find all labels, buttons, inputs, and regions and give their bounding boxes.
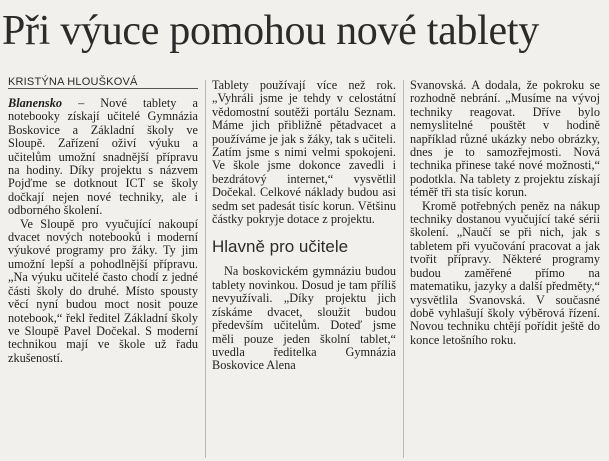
column-divider bbox=[403, 80, 404, 458]
column-1 bbox=[8, 97, 198, 365]
paragraph: Ve Sloupě pro vyučující nakoupí dvacet nových notebooků i moderní výukové programy pro žáky. Ty jim umožní lepší a pohodlnější přípravu. „Na výuku učitelé často chodí z jedné části školy do druhé. Místo spousty věcí nyní budou moct nosit pouze notebook,“ řekl ředitel Základní školy ve Sloupě Pavel Dočekal. S moderní technikou mají ve škole už řadu zkušeností. bbox=[8, 216, 198, 365]
column-2 bbox=[212, 79, 396, 373]
paragraph bbox=[8, 97, 198, 218]
column-3 bbox=[410, 79, 600, 347]
headline: Při výuce pomohou nové tablety bbox=[2, 8, 539, 54]
byline-rule bbox=[8, 88, 198, 89]
column-divider bbox=[205, 80, 206, 458]
dateline-place: Blanensko bbox=[8, 96, 62, 110]
paragraph: Tablety používají více než rok. „Vyhráli jsme je tehdy v celostátní vědomostní soutěži portálu Seznam. Máme jich přibližně pětadvacet a používáme je jak s žáky, tak s učiteli. Zatím jsme s nimi velmi spokojeni. Ve škole jsme dokonce zavedli i bezdrátový internet,“ vysvětlil Dočekal. Celkové náklady budou asi sedm set padesát tisíc korun. Většinu částky pokryje dotace z projektu. bbox=[212, 78, 396, 227]
paragraph: Svanovská. A dodala, že pokroku se rozhodně nebrání. „Musíme na vývoj techniky reagovat. Dříve bylo nemyslitelné pouštět v hodině například různé ukázky nebo obrázky, dnes je to samozřejmosti. Nová technika přinese také nové možnosti,“ podotkla. Na tablety z projektu získají téměř tři sta tisíc korun. bbox=[410, 78, 600, 200]
byline: KRISTÝNA HLOUŠKOVÁ bbox=[8, 76, 138, 88]
paragraph-text: – Nové tablety a notebooky získají učitelé Gymnázia Boskovice a Základní školy ve Sloupě. Zařízení oživí výuku a učitelům umožní snadnější přípravu na hodiny. Díky projektu s názvem Pojďme se dotknout ICT se školy dočkají nejen nové techniky, ale i odborného školení. bbox=[8, 96, 198, 218]
subheading: Hlavně pro učitele bbox=[212, 237, 349, 257]
paragraph: Kromě potřebných peněz na nákup techniky dostanou vyučující také sérii školení. „Naučí se při nich, jak s tabletem při vyučování pracovat a jak tvořit přípravy. Některé programy budou zaměřené přímo na matematiku, jazyky a další předměty,“ vysvětlila Svanovská. V současné době vyhlašují školy výběrová řízení. Novou techniku chtějí pořídit ještě do konce letošního roku. bbox=[410, 198, 600, 347]
paragraph: Na boskovickém gymnáziu budou tablety novinkou. Dosud je tam příliš nevyužívali. „Díky projektu jich získáme dvacet, sloužit budou především učitelům. Doteď jsme měli pouze jeden školní tablet,“ uvedla ředitelka Gymnázia Boskovice Alena bbox=[212, 264, 396, 373]
